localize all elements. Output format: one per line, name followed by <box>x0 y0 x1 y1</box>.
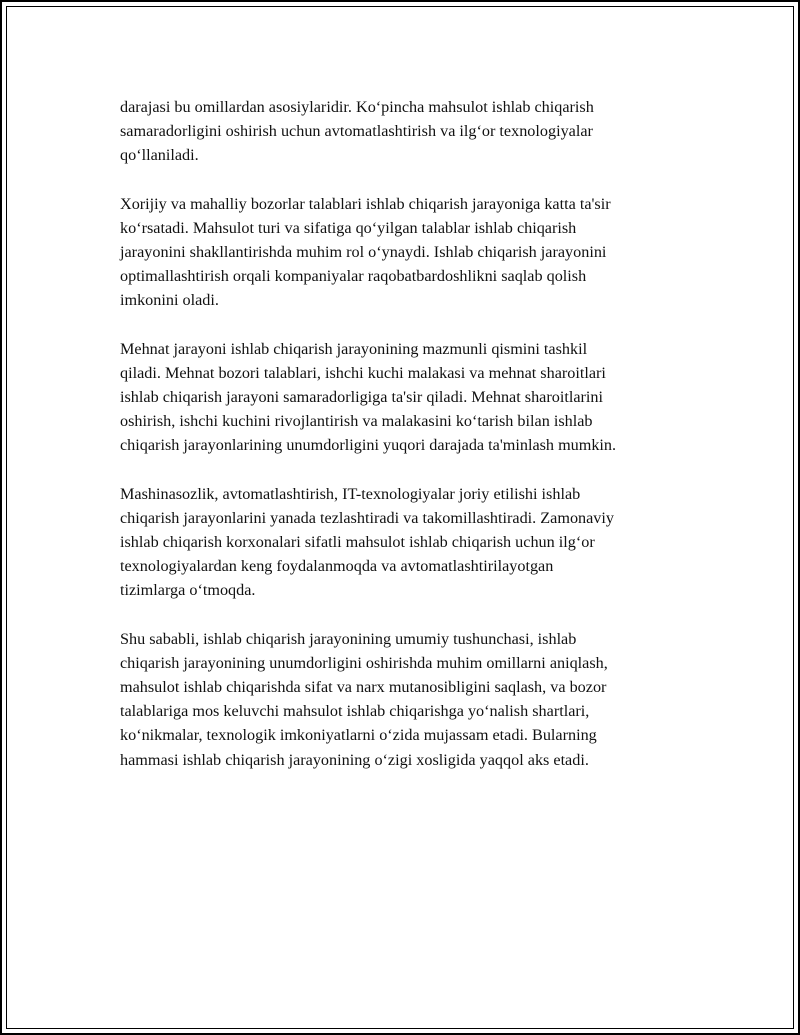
paragraph-3: Mehnat jarayoni ishlab chiqarish jarayonining mazmunli qismini tashkil qiladi. Mehnat bozori talablari, ishchi kuchi malakasi va mehnat sharoitlari ishlab chiqarish jarayoni samaradorligiga ta'sir qiladi. Mehnat sharoitlarini oshirish, ishchi kuchini rivojlantirish va malakasini ko‘tarish bilan ishlab chiqarish jarayonlarining unumdorligini yuqori darajada ta'minlash mumkin. <box>120 339 617 455</box>
paragraph-4: Mashinasozlik, avtomatlashtirish, IT-texnologiyalar joriy etilishi ishlab chiqarish jarayonlarini yanada tezlashtiradi va takomillashtiradi. Zamonaviy ishlab chiqarish korxonalari sifatli mahsulot ishlab chiqarish uchun ilg‘or texnologiyalardan keng foydalanmoqda va avtomatlashtirilayotgan tizimlarga o‘tmoqda. <box>120 484 614 600</box>
paragraph-2: Xorijiy va mahalliy bozorlar talablari ishlab chiqarish jarayoniga katta ta'sir ko‘rsatadi. Mahsulot turi va sifatiga qo‘yilgan talablar ishlab chiqarish jarayonini shakllantirishda muhim rol o‘ynaydi. Ishlab chiqarish jarayonini optimallashtirish orqali kompaniyalar raqobatbardoshlikni saqlab qolish imkonini oladi. <box>120 194 611 310</box>
paragraph-5: Shu sababli, ishlab chiqarish jarayonining umumiy tushunchasi, ishlab chiqarish jarayonining unumdorligini oshirishda muhim omillarni aniqlash, mahsulot ishlab chiqarishda sifat va narx mutanosibligini saqlash, va bozor talablariga mos keluvchi mahsulot ishlab chiqarishga yo‘nalish shartlari, ko‘nikmalar, texnologik imkoniyatlarni o‘zida mujassam etadi. Bularning hammasi ishlab chiqarish jarayonining o‘zigi xosligida yaqqol aks etadi. <box>120 629 608 769</box>
paragraph-1: darajasi bu omillardan asosiylaridir. Ko‘pincha mahsulot ishlab chiqarish samaradorligini oshirish uchun avtomatlashtirish va ilg‘or texnologiyalar qo‘llaniladi. <box>120 98 594 165</box>
document-body <box>120 95 690 796</box>
